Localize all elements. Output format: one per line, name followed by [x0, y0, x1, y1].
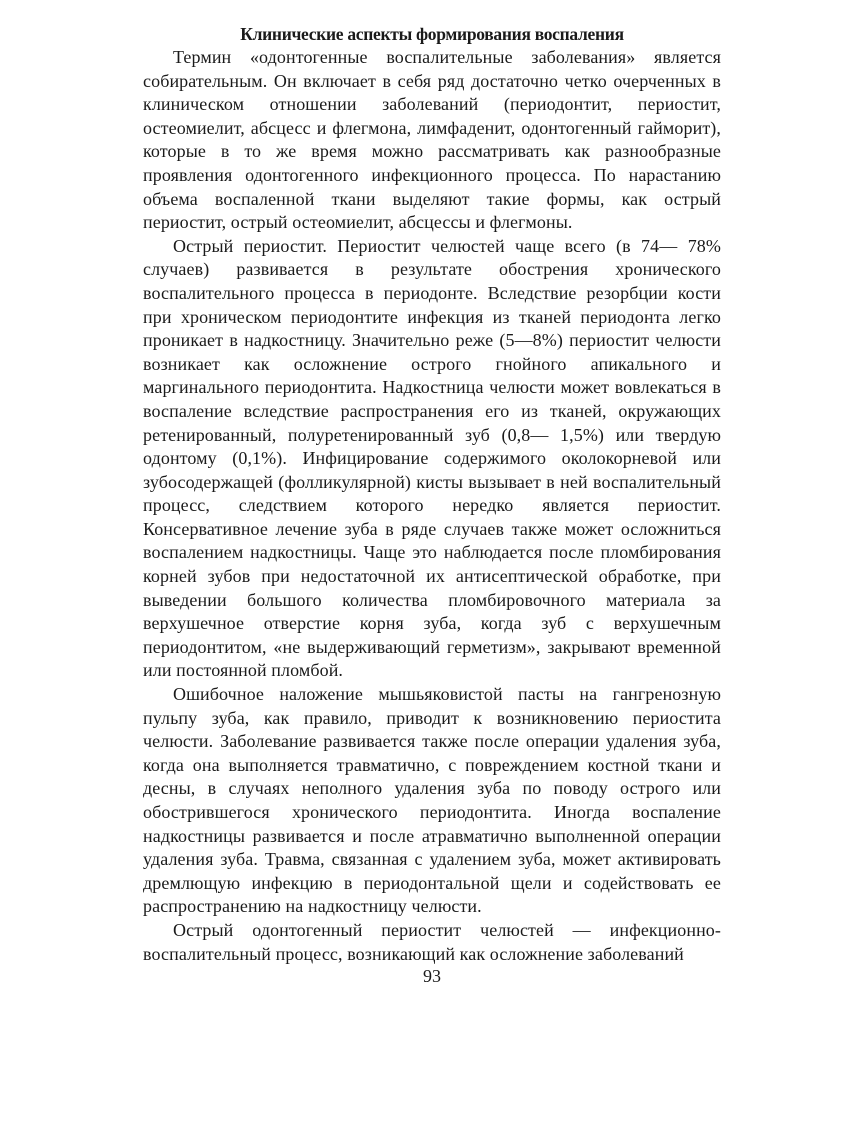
paragraph-arsenic-paste: Ошибочное наложение мышьяковистой пасты на гангренозную пульпу зуба, как правило, приводит к возникновению периостита челюсти. Заболевание развивается также после операции удаления зуба, когда она выполняется травматично, с повреждением костной ткани и десны, в случаях неполного удаления зуба по поводу острого или обострившегося хронического периодонтита. Иногда воспаление надкостницы развивается и после атравматично выполненной операции удаления зуба. Травма, связанная с удалением зуба, может активировать дремлющую инфекцию в периодонтальной щели и содействовать ее распространению на надкостницу челюсти.: [143, 684, 721, 917]
paragraph-acute-periostitis: Острый периостит. Периостит челюстей чаще всего (в 74— 78% случаев) развивается в результате обострения хронического воспалительного процесса в периодонте. Вследствие резорбции кости при хроническом периодонтите инфекция из тканей периодонта легко проникает в надкостницу. Значительно реже (5—8%) периостит челюсти возникает как осложнение острого гнойного апикального и маргинального периодонтита. Надкостница челюсти может вовлекаться в воспаление вследствие распространения его из тканей, окружающих ретенированный, полуретенированный зуб (0,8— 1,5%) или твердую одонтому (0,1%). Инфицирование содержимого околокорневой или зубосодержащей (фолликулярной) кисты вызывает в ней воспалительный процесс, следствием которого нередко является периостит. Консервативное лечение зуба в ряде случаев также может осложниться воспалением надкостницы. Чаще это наблюдается после пломбирования корней зубов при недостаточной их антисептической обработке, при выведении большого количества пломбировочного материала за верхушечное отверстие корня зуба, когда зуб с верхушечным периодонтитом, «не выдерживающий герметизм», закрывают временной или постоянной пломбой.: [143, 235, 721, 681]
paragraph-odontogenic-periostitis: Острый одонтогенный периостит челюстей — инфекционно-воспалительный процесс, возникающий как осложнение заболеваний: [143, 919, 721, 964]
paragraph-intro: Термин «одонтогенные воспалительные заболевания» является собирательным. Он включает в себя ряд достаточно четко очерченных в клиническом отношении заболеваний (периодонтит, периостит, остеомиелит, абсцесс и флегмона, лимфаденит, одонтогенный гайморит), которые в то же время можно рассматривать как разнообразные проявления одонтогенного инфекционного процесса. По нарастанию объема воспаленной ткани выделяют такие формы, как острый периостит, острый остеомиелит, абсцессы и флегмоны.: [143, 47, 721, 233]
section-title: Клинические аспекты формирования воспаления: [240, 24, 624, 44]
page-content: [143, 22, 721, 966]
page-number: 93: [423, 966, 441, 986]
